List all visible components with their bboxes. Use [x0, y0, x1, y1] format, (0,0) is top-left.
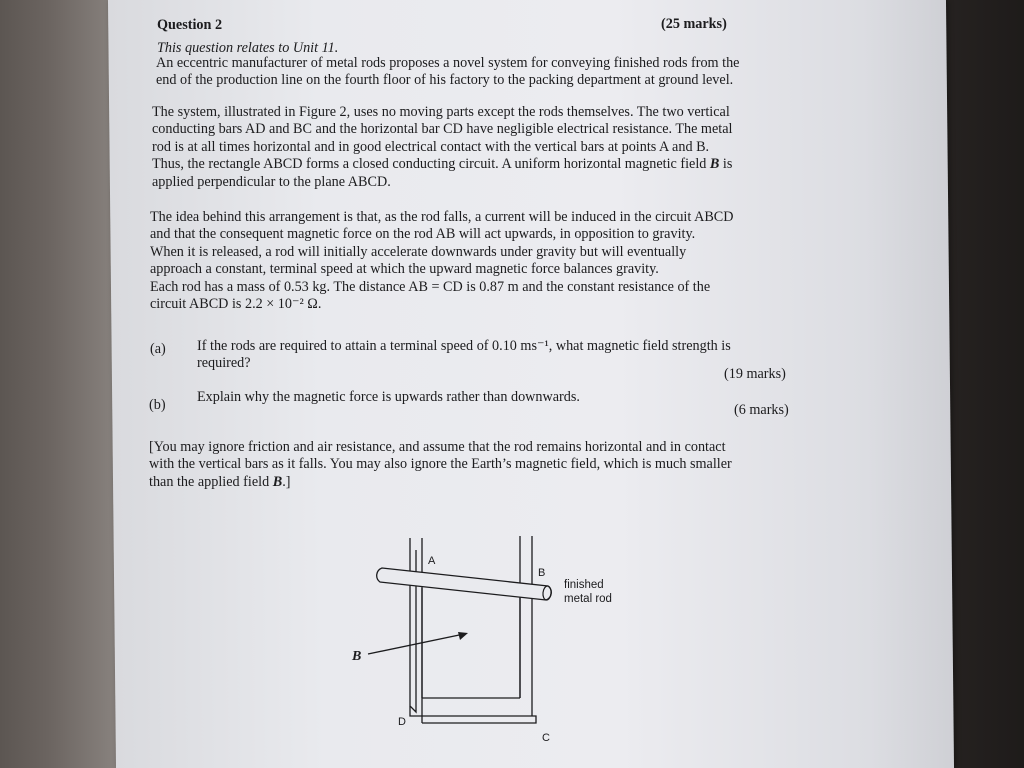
idea-line: Each rod has a mass of 0.53 kg. The distance AB = CD is 0.87 m and the constant resistance of the [150, 278, 711, 295]
idea-line: approach a constant, terminal speed at which the upward magnetic force balances gravity. [150, 261, 659, 278]
inner-frame [422, 588, 520, 698]
idea-line: When it is released, a rod will initially accelerate downwards under gravity but will eventually [150, 243, 687, 260]
vertical-bar-bc [520, 536, 532, 716]
horizontal-bar-cd [410, 698, 536, 723]
system-line-4: Thus, the rectangle ABCD forms a closed conducting circuit. A uniform horizontal magnetic field B is [152, 156, 733, 173]
label-field-b: B [352, 649, 362, 664]
part-b-marks: (6 marks) [734, 402, 789, 418]
system-line: conducting bars AD and BC and the horizontal bar CD have negligible electrical resistance. The metal [152, 121, 733, 138]
intro-paragraph [156, 55, 739, 90]
field-symbol-b: B [709, 156, 720, 173]
rod-label-line2: metal rod [564, 593, 612, 605]
vertical-bar-ad [410, 538, 422, 723]
label-point-d: D [398, 716, 406, 728]
idea-line: circuit ABCD is 2.2 × 10⁻² Ω. [150, 296, 322, 313]
part-b-label: (b) [149, 397, 166, 413]
label-point-a: A [428, 555, 436, 567]
idea-paragraph [150, 209, 734, 313]
system-line: rod is at all times horizontal and in good electrical contact with the vertical bars at points A and B. [152, 138, 710, 155]
label-point-b: B [538, 567, 546, 579]
finished-metal-rod [377, 568, 552, 600]
figure-2-diagram [340, 528, 640, 748]
part-b-text: Explain why the magnetic force is upwards rather than downwards. [197, 389, 580, 405]
part-a-text: If the rods are required to attain a terminal speed of 0.10 ms⁻¹, what magnetic field strength is required? [197, 338, 731, 372]
part-a-label: (a) [150, 341, 166, 357]
assumptions-note: [You may ignore friction and air resistance, and assume that the rod remains horizontal and in contact with the vertical bars as it falls. You may also ignore the Earth’s magnetic field, which is much smaller than the applied field B.] [149, 439, 732, 490]
label-point-c: C [542, 732, 550, 744]
question-marks: (25 marks) [661, 16, 727, 32]
rod-label-line1: finished [564, 579, 604, 591]
system-line: applied perpendicular to the plane ABCD. [152, 173, 391, 190]
unit-note: This question relates to Unit 11. [157, 40, 339, 56]
idea-line: The idea behind this arrangement is that, as the rod falls, a current will be induced in the circuit ABCD [150, 209, 734, 225]
system-paragraph [152, 104, 732, 191]
intro-line: An eccentric manufacturer of metal rods proposes a novel system for conveying finished rods from the [156, 55, 740, 71]
field-arrow-head [458, 632, 468, 640]
question-title: Question 2 [157, 17, 223, 33]
intro-line: end of the production line on the fourth floor of his factory to the packing department at ground level. [156, 72, 734, 89]
idea-line: and that the consequent magnetic force on the rod AB will act upwards, in opposition to gravity. [150, 226, 696, 243]
note-line-3: than the applied field B.] [149, 473, 291, 490]
part-a-marks: (19 marks) [724, 366, 786, 382]
system-line: The system, illustrated in Figure 2, uses no moving parts except the rods themselves. The two vertical [152, 104, 730, 120]
